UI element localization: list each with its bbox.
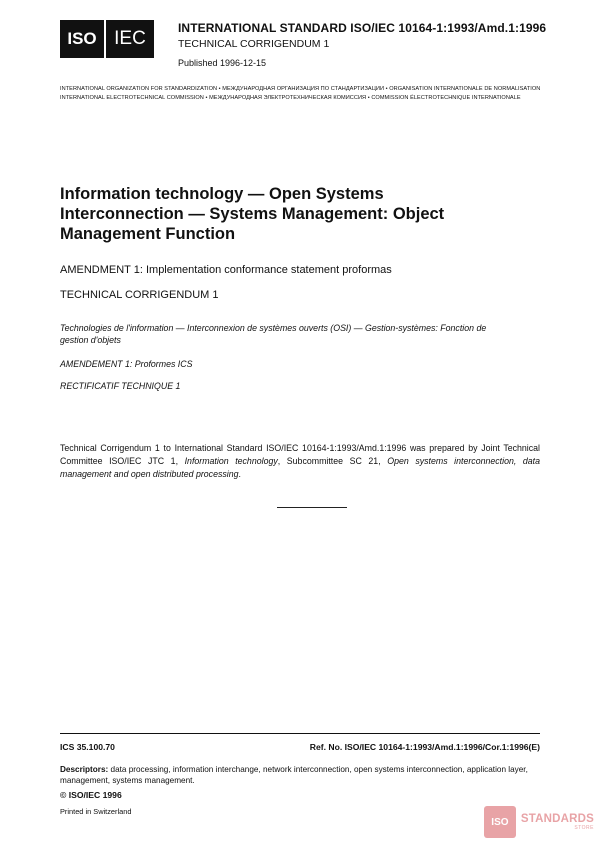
copyright: © ISO/IEC 1996 [60,790,122,800]
corrigendum-subtitle: TECHNICAL CORRIGENDUM 1 [178,38,330,50]
french-title-line: Technologies de l'information — Interconnexion de systèmes ouverts (OSI) — Gestion-systèmes: Fonction de [60,323,487,333]
descriptors-label: Descriptors: [60,765,109,774]
amendment-title: AMENDMENT 1: Implementation conformance statement proformas [60,264,392,276]
reference-number: Ref. No. ISO/IEC 10164-1:1993/Amd.1:1996/Cor.1:1996(E) [309,742,540,752]
page-title [60,184,500,244]
iso-badge-icon: ISO [484,806,516,838]
corrigendum-title: TECHNICAL CORRIGENDUM 1 [60,289,219,301]
org-line-iso: INTERNATIONAL ORGANIZATION FOR STANDARDIZATION • МЕЖДУНАРОДНАЯ ОРГАНИЗАЦИЯ ПО СТАНДАРТИЗАЦИИ • ORGANISATION INTERNATIONALE DE NORMALISATION [60,86,541,92]
descriptors-text: data processing, information interchange, network interconnection, open systems interconnection, application layer, management, systems management. [60,765,528,785]
published-date: Published 1996-12-15 [178,58,267,68]
iso-logo: ISO [60,20,104,58]
body-text: , Subcommittee SC 21, [277,456,388,466]
ics-code: ICS 35.100.70 [60,742,115,752]
subcommittee-name: Open systems interconnection, data management and open distributed processing [60,456,541,479]
french-title-line: gestion d'objets [60,335,121,345]
standard-id: INTERNATIONAL STANDARD ISO/IEC 10164-1:1993/Amd.1:1996 [178,21,547,35]
store-watermark [484,805,594,839]
french-title [60,322,560,346]
french-amendment: AMENDEMENT 1: Proformes ICS [60,359,193,369]
watermark-text [521,813,594,831]
committee-name: Information technology [184,456,278,466]
body-text: . [238,469,241,479]
title-line: Information technology — Open Systems [60,185,384,203]
title-line: Management Function [60,225,236,243]
iec-logo: IEC [106,20,154,58]
body-paragraph [60,442,540,481]
french-corrigendum: RECTIFICATIF TECHNIQUE 1 [60,381,181,391]
footer-rule [60,733,540,734]
descriptors [60,764,540,786]
body-text: Technical Corrigendum 1 to International Standard ISO/IEC 10164-1:1993/Amd.1:1996 was prepared by Joint Technical Committee ISO/IEC JTC 1, [60,443,540,466]
watermark-tag: STORE [574,825,594,831]
title-line: Interconnection — Systems Management: Object [60,205,445,223]
watermark-brand: STANDARDS [520,813,594,825]
printed-in: Printed in Switzerland [60,807,132,816]
org-line-iec: INTERNATIONAL ELECTROTECHNICAL COMMISSION • МЕЖДУНАРОДНАЯ ЭЛЕКТРОТЕХНИЧЕСКАЯ КОМИССИЯ • COMMISSION ÉLECTROTECHNIQUE INTERNATIONALE [60,95,521,101]
separator-line [277,507,347,508]
